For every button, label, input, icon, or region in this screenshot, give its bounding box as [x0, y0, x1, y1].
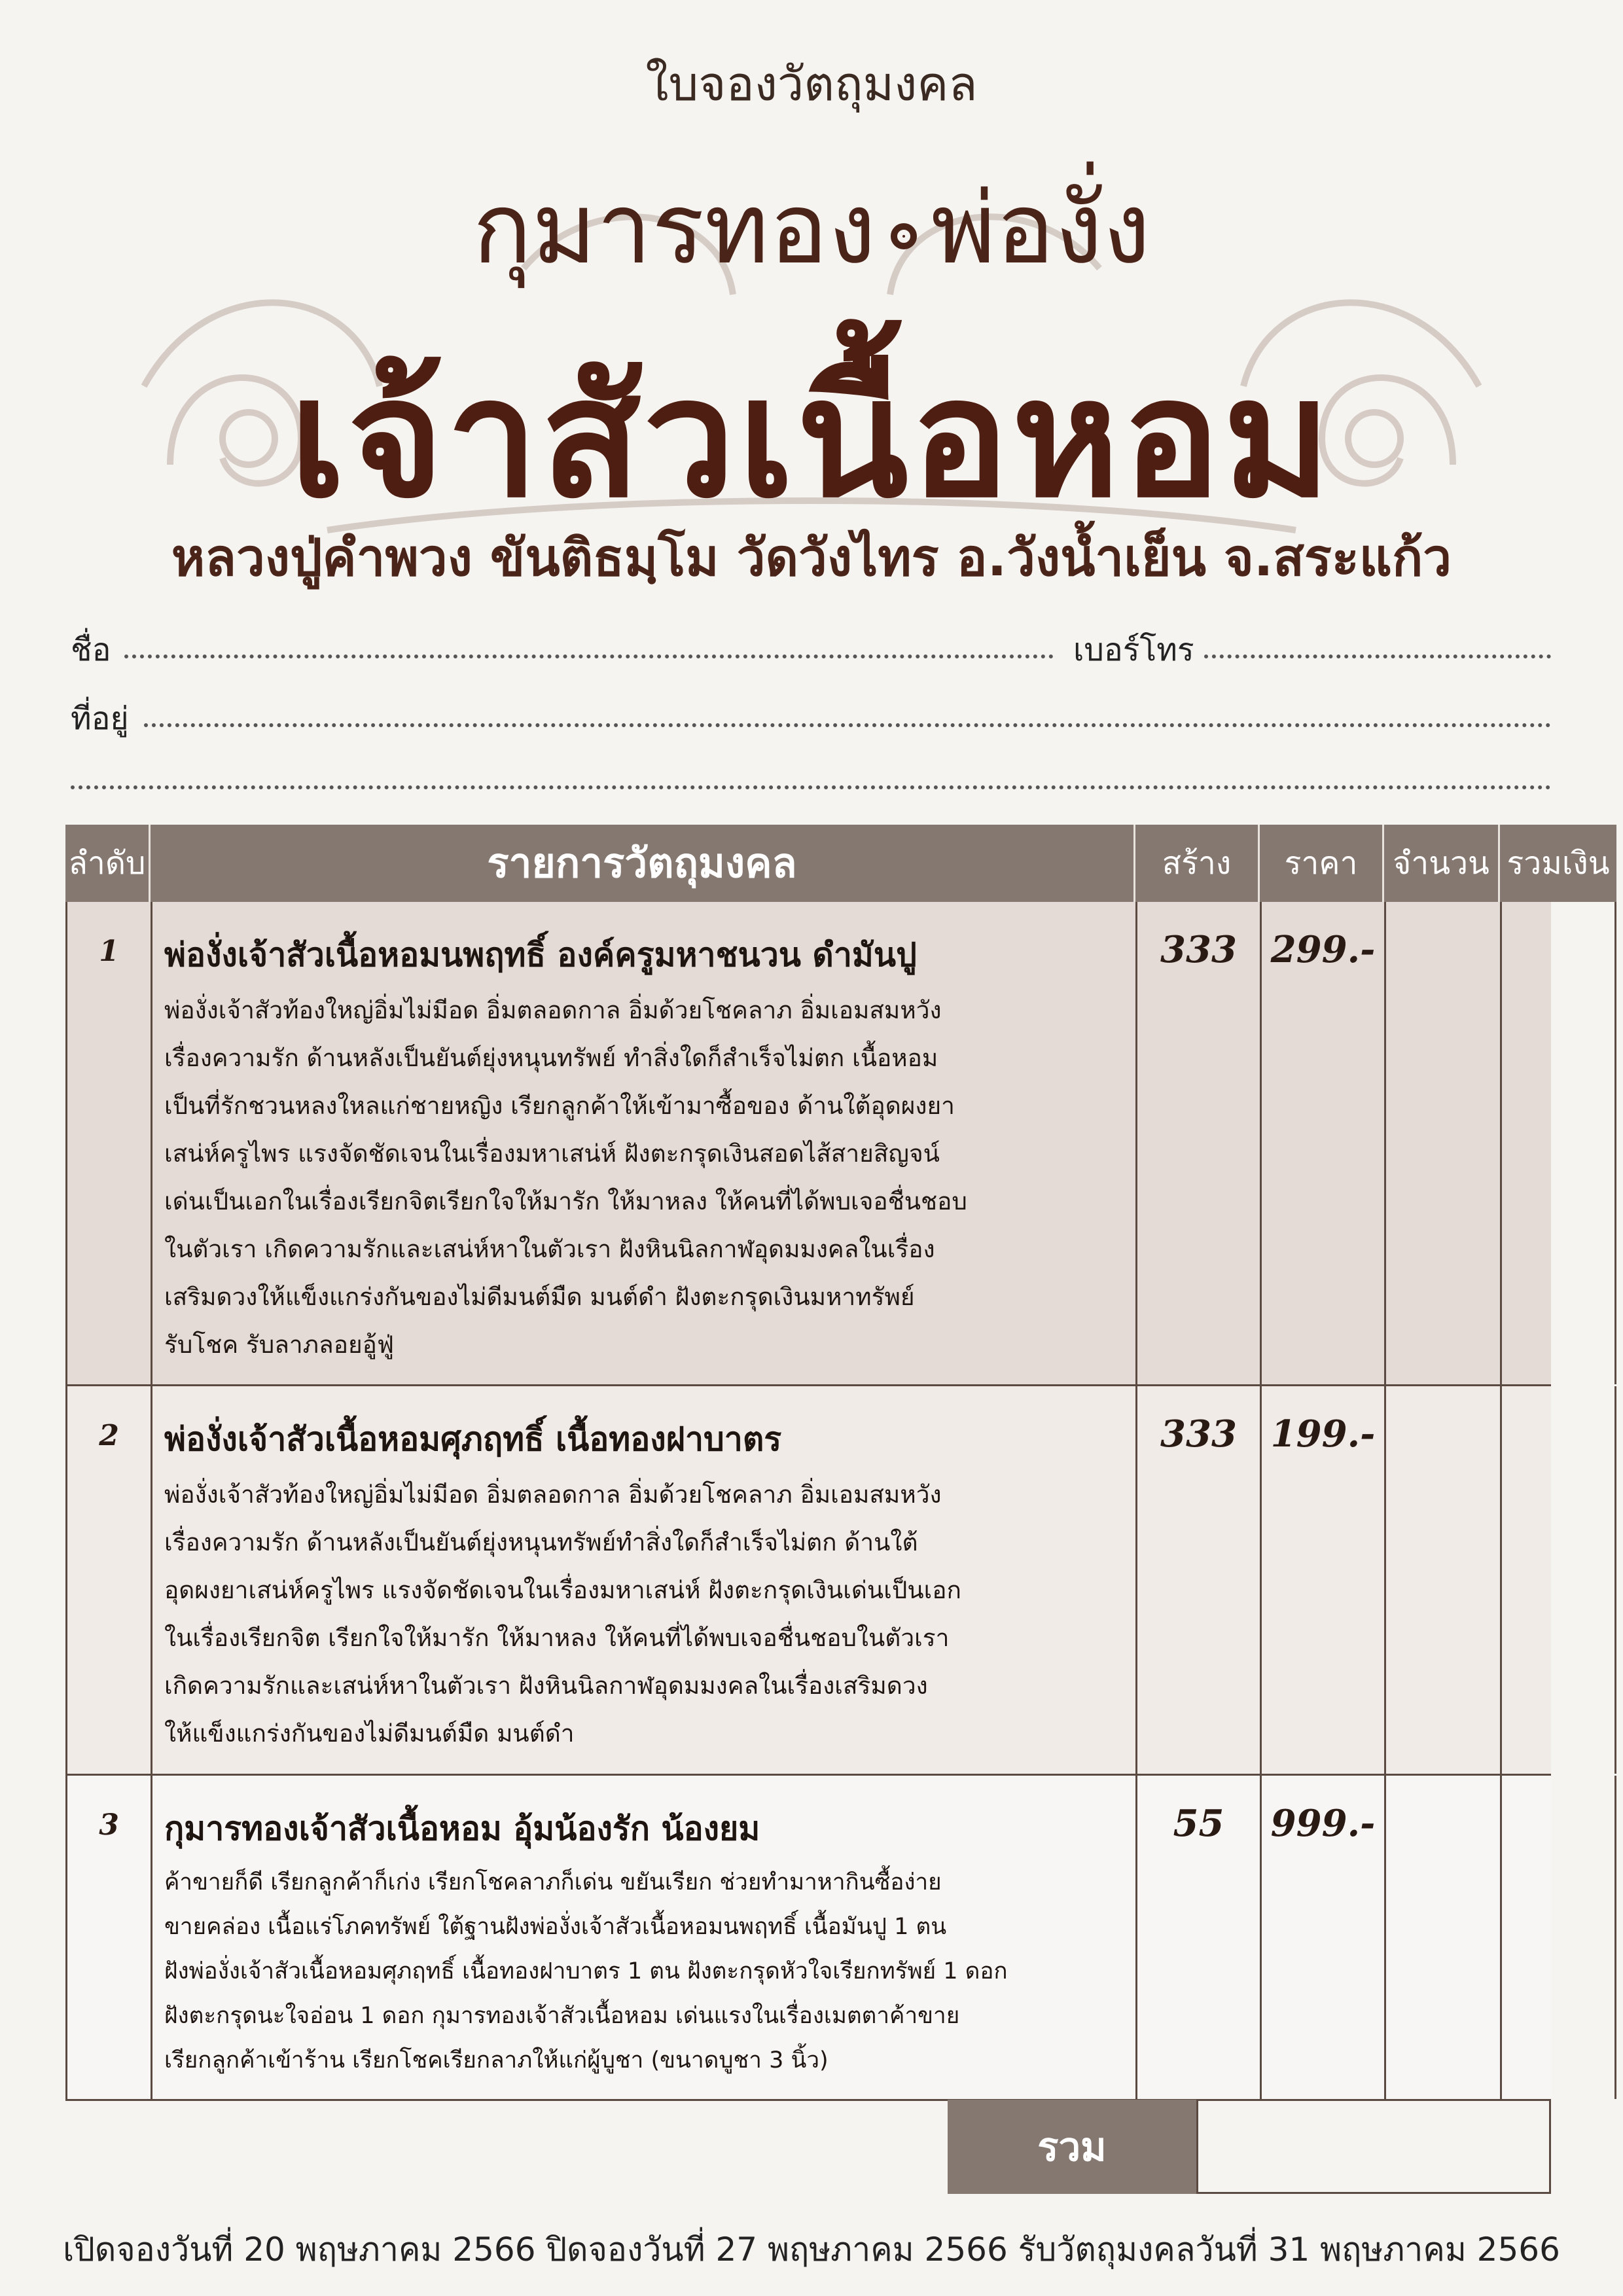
header-price: ราคา: [1260, 825, 1384, 902]
total-label: รวม: [948, 2100, 1196, 2194]
item-cell: [151, 1776, 1135, 2099]
desc-line: เสน่ห์ครูไพร แรงจัดชัดเจนในเรื่องมหาเสน่ห์ ฝังตะกรุดเงินสอดไส้สายสิญจน์: [164, 1139, 940, 1168]
table-row: [65, 1776, 1551, 2101]
qty-input[interactable]: [1384, 902, 1500, 1384]
sum-input[interactable]: [1500, 1386, 1616, 1774]
row-number: 2: [65, 1386, 151, 1774]
qty-input[interactable]: [1384, 1386, 1500, 1774]
header-sum: รวมเงิน: [1500, 825, 1616, 902]
sum-input[interactable]: [1500, 902, 1616, 1384]
title-right: พ่องั่ง: [931, 172, 1151, 286]
items-table: [65, 825, 1610, 2101]
made-count: 333: [1135, 902, 1260, 1384]
table-row: [65, 1386, 1551, 1776]
address-field[interactable]: [144, 723, 1551, 727]
sum-input[interactable]: [1500, 1776, 1616, 2099]
item-cell: [151, 1386, 1135, 1774]
price: 199.-: [1260, 1386, 1384, 1774]
price: 299.-: [1260, 902, 1384, 1384]
item-description: [164, 1471, 1122, 1757]
form-title: ใบจองวัตถุมงคล: [645, 56, 978, 111]
header-item: รายการวัตถุมงคล: [151, 825, 1135, 902]
desc-line: ขายคล่อง เนื้อแร่โภคทรัพย์ ใต้ฐานฝังพ่องั่งเจ้าสัวเนื้อหอมนพฤทธิ์ เนื้อมันปู 1 ตน: [164, 1914, 947, 1940]
desc-line: เรียกลูกค้าเข้าร้าน เรียกโชคเรียกลาภให้แก่ผู้บูชา (ขนาดบูชา 3 นิ้ว): [164, 2047, 829, 2073]
qty-input[interactable]: [1384, 1776, 1500, 2099]
desc-line: พ่องั่งเจ้าสัวท้องใหญ่อิ่มไม่มีอด อิ่มตลอดกาล อิ่มด้วยโชคลาภ อิ่มเอมสมหวัง: [164, 1480, 942, 1509]
phone-field[interactable]: [1204, 655, 1551, 658]
bullet-icon: [891, 223, 917, 249]
desc-line: รับโชค รับลาภลอยอู้ฟู่: [164, 1331, 395, 1359]
table-row: [65, 902, 1551, 1386]
desc-line: พ่องั่งเจ้าสัวท้องใหญ่อิ่มไม่มีอด อิ่มตลอดกาล อิ่มด้วยโชคลาภ อิ่มเอมสมหวัง: [164, 996, 942, 1024]
total-input[interactable]: [1196, 2100, 1551, 2194]
desc-line: ในตัวเรา เกิดความรักและเสน่ห์หาในตัวเรา ฝังหินนิลกาฬอุดมมงคลในเรื่อง: [164, 1235, 935, 1263]
desc-line: ในเรื่องเรียกจิต เรียกใจให้มารัก ให้มาหลง ให้คนที่ได้พบเจอชื่นชอบในตัวเรา: [164, 1624, 950, 1652]
name-label: ชื่อ: [71, 632, 111, 668]
phone-label: เบอร์โทร: [1073, 632, 1194, 668]
header-order: ลำดับ: [65, 825, 151, 902]
address-label: ที่อยู่: [71, 700, 129, 737]
name-field[interactable]: [124, 655, 1054, 658]
address-field-2[interactable]: [71, 785, 1551, 789]
header-qty: จำนวน: [1384, 825, 1500, 902]
item-cell: [151, 902, 1135, 1384]
footer-dates: เปิดจองวันที่ 20 พฤษภาคม 2566 ปิดจองวันที่ 27 พฤษภาคม 2566 รับวัตถุมงคลวันที่ 31 พฤษภาคม 2566: [63, 2231, 1560, 2269]
desc-line: เสริมดวงให้แข็งแกร่งกันของไม่ดีมนต์มืด มนต์ดำ ฝังตะกรุดเงินมหาทรัพย์: [164, 1283, 915, 1311]
item-description: [164, 986, 1122, 1369]
desc-line: ฝังตะกรุดนะใจอ่อน 1 ดอก กุมารทองเจ้าสัวเนื้อหอม เด่นแรงในเรื่องเมตตาค้าขาย: [164, 2003, 960, 2029]
row-number: 3: [65, 1776, 151, 2099]
desc-line: ค้าขายก็ดี เรียกลูกค้าก็เก่ง เรียกโชคลาภก็เด่น ขยันเรียก ช่วยทำมาหากินซื้อง่าย: [164, 1869, 942, 1895]
desc-line: เป็นที่รักชวนหลงใหลแก่ชายหญิง เรียกลูกค้าให้เข้ามาซื้อของ ด้านใต้อุดผงยา: [164, 1092, 955, 1120]
price: 999.-: [1260, 1776, 1384, 2099]
item-title: กุมารทองเจ้าสัวเนื้อหอม อุ้มน้องรัก น้องยม: [164, 1810, 760, 1848]
made-count: 55: [1135, 1776, 1260, 2099]
desc-line: ให้แข็งแกร่งกันของไม่ดีมนต์มืด มนต์ดำ: [164, 1719, 575, 1748]
main-title: เจ้าสัวเนื้อหอม: [289, 343, 1334, 533]
desc-line: อุดผงยาเสน่ห์ครูไพร แรงจัดชัดเจนในเรื่องมหาเสน่ห์ ฝังตะกรุดเงินเด่นเป็นเอก: [164, 1576, 961, 1604]
item-title: พ่องั่งเจ้าสัวเนื้อหอมศุภฤทธิ์ เนื้อทองฝาบาตร: [164, 1420, 782, 1458]
title-left: กุมารทอง: [472, 172, 876, 286]
subtitle: หลวงปู่คำพวง ขันติธมฺโม วัดวังไทร อ.วังน้ำเย็น จ.สระแก้ว: [171, 529, 1452, 588]
desc-line: เรื่องความรัก ด้านหลังเป็นยันต์ยุ่งหนุนทรัพย์ทำสิ่งใดก็สำเร็จไม่ตก ด้านใต้: [164, 1528, 918, 1556]
made-count: 333: [1135, 1386, 1260, 1774]
title-line-1: [0, 151, 1623, 306]
header-made: สร้าง: [1135, 825, 1260, 902]
desc-line: เด่นเป็นเอกในเรื่องเรียกจิตเรียกใจให้มารัก ให้มาหลง ให้คนที่ได้พบเจอชื่นชอบ: [164, 1187, 967, 1215]
desc-line: ฝังพ่องั่งเจ้าสัวเนื้อหอมศุภฤทธิ์ เนื้อทองฝาบาตร 1 ตน ฝังตะกรุดหัวใจเรียกทรัพย์ 1 ดอก: [164, 1958, 1008, 1984]
desc-line: เกิดความรักและเสน่ห์หาในตัวเรา ฝังหินนิลกาฬอุดมมงคลในเรื่องเสริมดวง: [164, 1672, 928, 1700]
item-title: พ่องั่งเจ้าสัวเนื้อหอมนพฤทธิ์ องค์ครูมหาชนวน ดำมันปู: [164, 936, 917, 974]
item-description: [164, 1860, 1122, 2083]
row-number: 1: [65, 902, 151, 1384]
desc-line: เรื่องความรัก ด้านหลังเป็นยันต์ยุ่งหนุนทรัพย์ ทำสิ่งใดก็สำเร็จไม่ตก เนื้อหอม: [164, 1044, 938, 1072]
